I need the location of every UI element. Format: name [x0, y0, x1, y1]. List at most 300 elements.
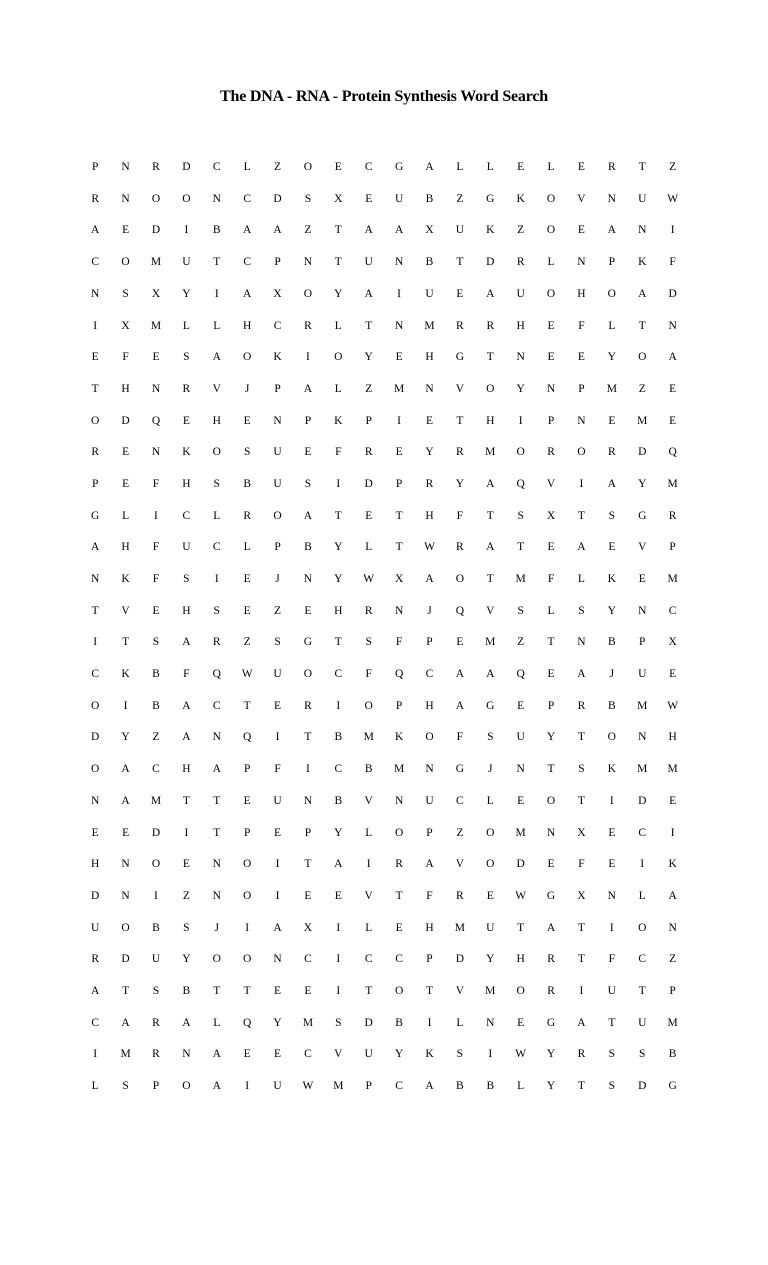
grid-letter: D — [273, 192, 282, 205]
grid-letter: O — [546, 192, 556, 205]
grid-letter: A — [182, 1016, 191, 1029]
grid-letter: S — [608, 1080, 616, 1093]
grid-letter: W — [363, 573, 375, 586]
grid-letter: V — [546, 477, 556, 490]
grid-letter: E — [122, 477, 130, 490]
grid-letter: E — [122, 446, 130, 459]
grid-letter: I — [579, 477, 584, 490]
grid-letter: U — [638, 1016, 647, 1029]
grid-letter: U — [273, 1080, 282, 1093]
page-title: The DNA - RNA - Protein Synthesis Word Search — [220, 88, 548, 105]
grid-letter: C — [304, 953, 312, 966]
grid-letter: B — [152, 921, 160, 934]
grid-letter: T — [91, 604, 99, 617]
grid-letter: N — [425, 763, 434, 776]
grid-letter: D — [516, 858, 525, 871]
grid-letter: M — [485, 984, 496, 997]
grid-letter: T — [395, 509, 403, 522]
grid-letter: L — [243, 541, 251, 554]
grid-letter: Q — [668, 446, 677, 459]
grid-letter: S — [183, 573, 190, 586]
grid-letter: A — [607, 477, 616, 490]
grid-letter: F — [578, 319, 585, 332]
grid-letter: X — [394, 573, 404, 586]
grid-letter: R — [456, 319, 464, 332]
grid-letter: S — [183, 921, 190, 934]
grid-letter: X — [425, 224, 434, 237]
grid-letter: I — [336, 699, 341, 712]
grid-letter: A — [546, 921, 556, 934]
grid-letter: P — [304, 826, 312, 839]
grid-letter: I — [640, 858, 645, 871]
grid-letter: T — [91, 382, 99, 395]
grid-letter: A — [182, 636, 191, 649]
grid-letter: E — [243, 573, 251, 586]
grid-letter: I — [397, 287, 402, 300]
grid-letter: I — [488, 1048, 493, 1061]
grid-letter: S — [335, 1016, 342, 1029]
grid-letter: I — [184, 224, 189, 237]
grid-letter: N — [486, 1016, 495, 1029]
grid-letter: N — [638, 224, 647, 237]
grid-letter: C — [364, 161, 373, 174]
grid-letter: R — [91, 953, 100, 966]
grid-letter: F — [578, 858, 585, 871]
grid-letter: O — [455, 573, 465, 586]
grid-letter: C — [212, 161, 221, 174]
grid-letter: F — [669, 256, 676, 269]
grid-letter: M — [515, 826, 526, 839]
grid-letter: L — [577, 573, 585, 586]
grid-letter: V — [364, 889, 373, 902]
grid-letter: O — [546, 224, 556, 237]
grid-letter: E — [486, 889, 494, 902]
grid-letter: A — [455, 668, 465, 681]
grid-letter: G — [546, 889, 556, 902]
grid-letter: A — [425, 573, 434, 586]
grid-letter: W — [667, 699, 679, 712]
grid-letter: A — [121, 1016, 130, 1029]
grid-letter: I — [93, 1048, 98, 1061]
grid-letter: Y — [334, 541, 343, 554]
grid-letter: E — [274, 1048, 282, 1061]
grid-letter: H — [425, 699, 434, 712]
grid-letter: C — [456, 794, 464, 807]
grid-letter: T — [243, 984, 251, 997]
grid-letter: K — [334, 414, 343, 427]
grid-letter: E — [608, 826, 616, 839]
grid-letter: B — [668, 1048, 677, 1061]
grid-letter: C — [425, 668, 434, 681]
grid-letter: A — [182, 699, 191, 712]
grid-letter: E — [456, 636, 464, 649]
grid-letter: A — [577, 1016, 586, 1029]
grid-letter: T — [577, 953, 585, 966]
grid-letter: A — [486, 541, 495, 554]
grid-letter: M — [454, 921, 465, 934]
grid-letter: Z — [456, 826, 464, 839]
grid-letter: B — [334, 794, 343, 807]
grid-letter: L — [182, 319, 190, 332]
grid-letter: W — [515, 1048, 527, 1061]
grid-letter: R — [364, 604, 373, 617]
grid-letter: E — [395, 351, 403, 364]
grid-letter: T — [334, 509, 342, 522]
grid-letter: E — [638, 573, 646, 586]
grid-letter: M — [333, 1080, 344, 1093]
grid-letter: Z — [152, 731, 160, 744]
grid-letter: K — [182, 446, 191, 459]
grid-letter: O — [212, 953, 221, 966]
grid-letter: E — [456, 287, 464, 300]
grid-letter: W — [667, 192, 679, 205]
grid-letter: C — [395, 953, 403, 966]
grid-letter: E — [395, 921, 403, 934]
grid-letter: I — [670, 826, 675, 839]
grid-letter: A — [212, 763, 221, 776]
grid-letter: Z — [638, 382, 646, 395]
grid-letter: C — [364, 953, 373, 966]
grid-letter: Z — [456, 192, 464, 205]
grid-letter: I — [306, 763, 310, 776]
grid-letter: P — [274, 382, 281, 395]
grid-letter: O — [486, 382, 495, 395]
grid-letter: Q — [516, 668, 525, 681]
grid-letter: G — [546, 1016, 556, 1029]
grid-letter: B — [182, 984, 191, 997]
grid-letter: N — [121, 192, 130, 205]
grid-letter: A — [486, 477, 495, 490]
grid-letter: N — [638, 604, 647, 617]
grid-letter: O — [242, 953, 252, 966]
grid-letter: L — [547, 604, 555, 617]
grid-letter: E — [517, 699, 525, 712]
grid-letter: H — [182, 763, 191, 776]
grid-letter: A — [638, 287, 647, 300]
grid-letter: O — [151, 858, 161, 871]
grid-letter: Q — [151, 414, 161, 427]
grid-letter: N — [577, 414, 586, 427]
grid-letter: O — [151, 192, 161, 205]
grid-letter: C — [212, 699, 221, 712]
grid-letter: H — [425, 509, 434, 522]
grid-letter: N — [577, 636, 586, 649]
grid-letter: C — [273, 319, 282, 332]
grid-letter: P — [426, 636, 433, 649]
grid-letter: F — [395, 636, 403, 649]
grid-letter: T — [122, 636, 130, 649]
grid-letter: A — [425, 161, 434, 174]
grid-letter: T — [577, 1080, 585, 1093]
grid-letter: W — [241, 668, 253, 681]
grid-letter: P — [304, 414, 312, 427]
grid-letter: U — [516, 287, 525, 300]
grid-letter: Y — [546, 1080, 556, 1093]
grid-letter: E — [152, 351, 160, 364]
grid-letter: E — [243, 604, 251, 617]
grid-letter: E — [608, 414, 616, 427]
grid-letter: E — [669, 414, 677, 427]
grid-letter: N — [212, 192, 221, 205]
grid-letter: A — [212, 1048, 221, 1061]
grid-letter: K — [425, 1048, 434, 1061]
grid-letter: Z — [274, 161, 282, 174]
grid-letter: J — [427, 604, 432, 617]
grid-letter: N — [394, 256, 404, 269]
grid-letter: F — [122, 351, 129, 364]
grid-letter: U — [425, 287, 434, 300]
grid-letter: H — [516, 319, 525, 332]
grid-letter: S — [608, 509, 616, 522]
grid-letter: N — [577, 256, 586, 269]
grid-letter: E — [122, 826, 130, 839]
grid-letter: I — [306, 351, 310, 364]
grid-letter: G — [455, 351, 465, 364]
grid-letter: N — [425, 382, 434, 395]
grid-letter: O — [182, 192, 191, 205]
grid-letter: T — [213, 256, 221, 269]
grid-letter: I — [275, 889, 280, 902]
grid-letter: I — [366, 858, 371, 871]
grid-letter: M — [302, 1016, 314, 1029]
grid-letter: P — [274, 256, 281, 269]
grid-letter: K — [638, 256, 647, 269]
grid-letter: S — [122, 1080, 129, 1093]
grid-letter: A — [242, 287, 252, 300]
grid-letter: P — [547, 699, 555, 712]
grid-letter: N — [394, 794, 404, 807]
grid-letter: A — [212, 351, 221, 364]
grid-letter: G — [638, 509, 647, 522]
grid-letter: N — [91, 573, 100, 586]
grid-letter: O — [91, 414, 100, 427]
grid-letter: P — [426, 826, 433, 839]
grid-letter: G — [486, 192, 495, 205]
grid-letter: E — [304, 984, 312, 997]
grid-letter: E — [517, 161, 525, 174]
grid-letter: K — [668, 858, 677, 871]
grid-letter: P — [152, 1080, 160, 1093]
grid-letter: A — [121, 763, 130, 776]
grid-letter: R — [304, 699, 312, 712]
grid-letter: B — [456, 1080, 464, 1093]
grid-letter: E — [91, 826, 99, 839]
grid-letter: B — [304, 541, 312, 554]
grid-letter: O — [486, 858, 495, 871]
grid-letter: N — [303, 256, 313, 269]
grid-letter: O — [242, 889, 252, 902]
grid-letter: L — [365, 921, 373, 934]
grid-letter: O — [91, 699, 100, 712]
grid-letter: A — [455, 699, 465, 712]
grid-letter: A — [668, 351, 677, 364]
grid-letter: Y — [425, 446, 434, 459]
grid-letter: S — [183, 351, 190, 364]
grid-letter: U — [273, 668, 282, 681]
grid-letter: E — [517, 1016, 525, 1029]
grid-letter: M — [150, 319, 162, 332]
grid-letter: J — [609, 668, 615, 681]
grid-letter: B — [608, 699, 616, 712]
grid-letter: P — [426, 953, 433, 966]
grid-letter: F — [183, 668, 190, 681]
grid-letter: M — [485, 446, 496, 459]
grid-letter: U — [455, 224, 465, 237]
grid-letter: A — [303, 509, 313, 522]
grid-letter: P — [669, 541, 676, 554]
grid-letter: E — [547, 319, 555, 332]
grid-letter: F — [152, 573, 160, 586]
grid-letter: V — [212, 382, 221, 395]
grid-letter: P — [243, 826, 251, 839]
grid-letter: A — [364, 224, 373, 237]
grid-letter: E — [122, 224, 130, 237]
grid-letter: E — [91, 351, 99, 364]
grid-letter: A — [212, 1080, 221, 1093]
grid-letter: O — [546, 794, 556, 807]
grid-letter: A — [425, 1080, 434, 1093]
grid-letter: N — [303, 573, 313, 586]
grid-letter: L — [547, 256, 555, 269]
grid-letter: C — [91, 668, 100, 681]
grid-letter: I — [397, 414, 402, 427]
grid-letter: G — [455, 763, 465, 776]
grid-letter: T — [365, 319, 373, 332]
grid-letter: O — [242, 858, 252, 871]
grid-letter: C — [243, 256, 251, 269]
grid-letter: Y — [182, 953, 191, 966]
grid-letter: U — [151, 953, 161, 966]
grid-letter: Z — [669, 953, 677, 966]
grid-letter: S — [578, 604, 585, 617]
grid-letter: E — [669, 382, 677, 395]
grid-letter: O — [273, 509, 282, 522]
grid-letter: E — [304, 604, 312, 617]
grid-letter: O — [121, 921, 130, 934]
grid-letter: Q — [212, 668, 221, 681]
grid-letter: M — [637, 699, 648, 712]
grid-letter: A — [273, 921, 282, 934]
grid-letter: P — [639, 636, 646, 649]
grid-letter: R — [547, 984, 555, 997]
grid-letter: I — [214, 573, 219, 586]
grid-letter: N — [212, 889, 221, 902]
grid-letter: A — [91, 541, 100, 554]
grid-letter: I — [336, 477, 341, 490]
grid-letter: E — [547, 541, 555, 554]
grid-letter: M — [606, 382, 617, 395]
grid-letter: O — [607, 287, 616, 300]
grid-letter: U — [364, 1048, 373, 1061]
grid-letter: B — [486, 1080, 495, 1093]
grid-letter: O — [394, 984, 404, 997]
grid-letter: U — [273, 794, 282, 807]
grid-letter: C — [638, 953, 647, 966]
grid-letter: E — [577, 351, 585, 364]
grid-letter: T — [638, 161, 646, 174]
grid-letter: E — [608, 858, 616, 871]
grid-letter: K — [486, 224, 495, 237]
grid-letter: O — [182, 1080, 191, 1093]
grid-letter: I — [427, 1016, 432, 1029]
grid-letter: R — [668, 509, 677, 522]
grid-letter: O — [242, 351, 252, 364]
grid-letter: M — [150, 794, 162, 807]
grid-letter: M — [667, 573, 678, 586]
grid-letter: Y — [394, 1048, 404, 1061]
grid-letter: N — [273, 953, 282, 966]
grid-letter: A — [394, 224, 404, 237]
grid-letter: Y — [607, 351, 616, 364]
grid-letter: R — [608, 161, 616, 174]
grid-letter: D — [638, 794, 647, 807]
grid-letter: N — [121, 858, 130, 871]
grid-letter: Y — [455, 477, 465, 490]
grid-letter: D — [91, 889, 100, 902]
grid-letter: B — [152, 699, 160, 712]
grid-letter: S — [487, 731, 494, 744]
grid-letter: B — [425, 192, 434, 205]
grid-letter: Q — [394, 668, 404, 681]
grid-letter: T — [213, 794, 221, 807]
grid-letter: E — [334, 161, 342, 174]
grid-letter: H — [182, 604, 191, 617]
grid-letter: E — [274, 826, 282, 839]
grid-letter: R — [182, 382, 191, 395]
grid-letter: E — [243, 794, 251, 807]
grid-letter: P — [243, 763, 251, 776]
grid-letter: N — [182, 1048, 191, 1061]
grid-letter: I — [275, 858, 280, 871]
grid-letter: M — [485, 636, 496, 649]
grid-letter: L — [122, 509, 130, 522]
grid-letter: U — [394, 192, 404, 205]
grid-letter: G — [91, 509, 100, 522]
grid-letter: B — [152, 668, 160, 681]
grid-letter: M — [667, 1016, 678, 1029]
grid-letter: T — [577, 731, 585, 744]
grid-letter: U — [91, 921, 100, 934]
grid-letter: S — [152, 636, 160, 649]
grid-letter: Z — [243, 636, 251, 649]
grid-letter: N — [394, 319, 404, 332]
grid-letter: S — [152, 984, 160, 997]
grid-letter: C — [668, 604, 677, 617]
grid-letter: R — [212, 636, 221, 649]
grid-letter: C — [638, 826, 647, 839]
grid-letter: T — [517, 541, 525, 554]
grid-letter: M — [120, 1048, 131, 1061]
grid-letter: L — [213, 509, 221, 522]
grid-letter: L — [456, 161, 464, 174]
grid-letter: K — [607, 763, 616, 776]
grid-letter: F — [426, 889, 433, 902]
grid-letter: I — [245, 1080, 250, 1093]
grid-letter: M — [393, 382, 405, 395]
grid-letter: E — [577, 161, 585, 174]
grid-letter: A — [182, 731, 191, 744]
grid-letter: C — [182, 509, 191, 522]
grid-letter: D — [182, 161, 191, 174]
grid-letter: F — [365, 668, 372, 681]
grid-letter: N — [546, 382, 556, 395]
grid-letter: K — [607, 573, 616, 586]
grid-letter: K — [273, 351, 282, 364]
grid-letter: Y — [607, 604, 616, 617]
grid-letter: V — [638, 541, 647, 554]
grid-letter: R — [456, 446, 464, 459]
grid-letter: A — [91, 984, 100, 997]
